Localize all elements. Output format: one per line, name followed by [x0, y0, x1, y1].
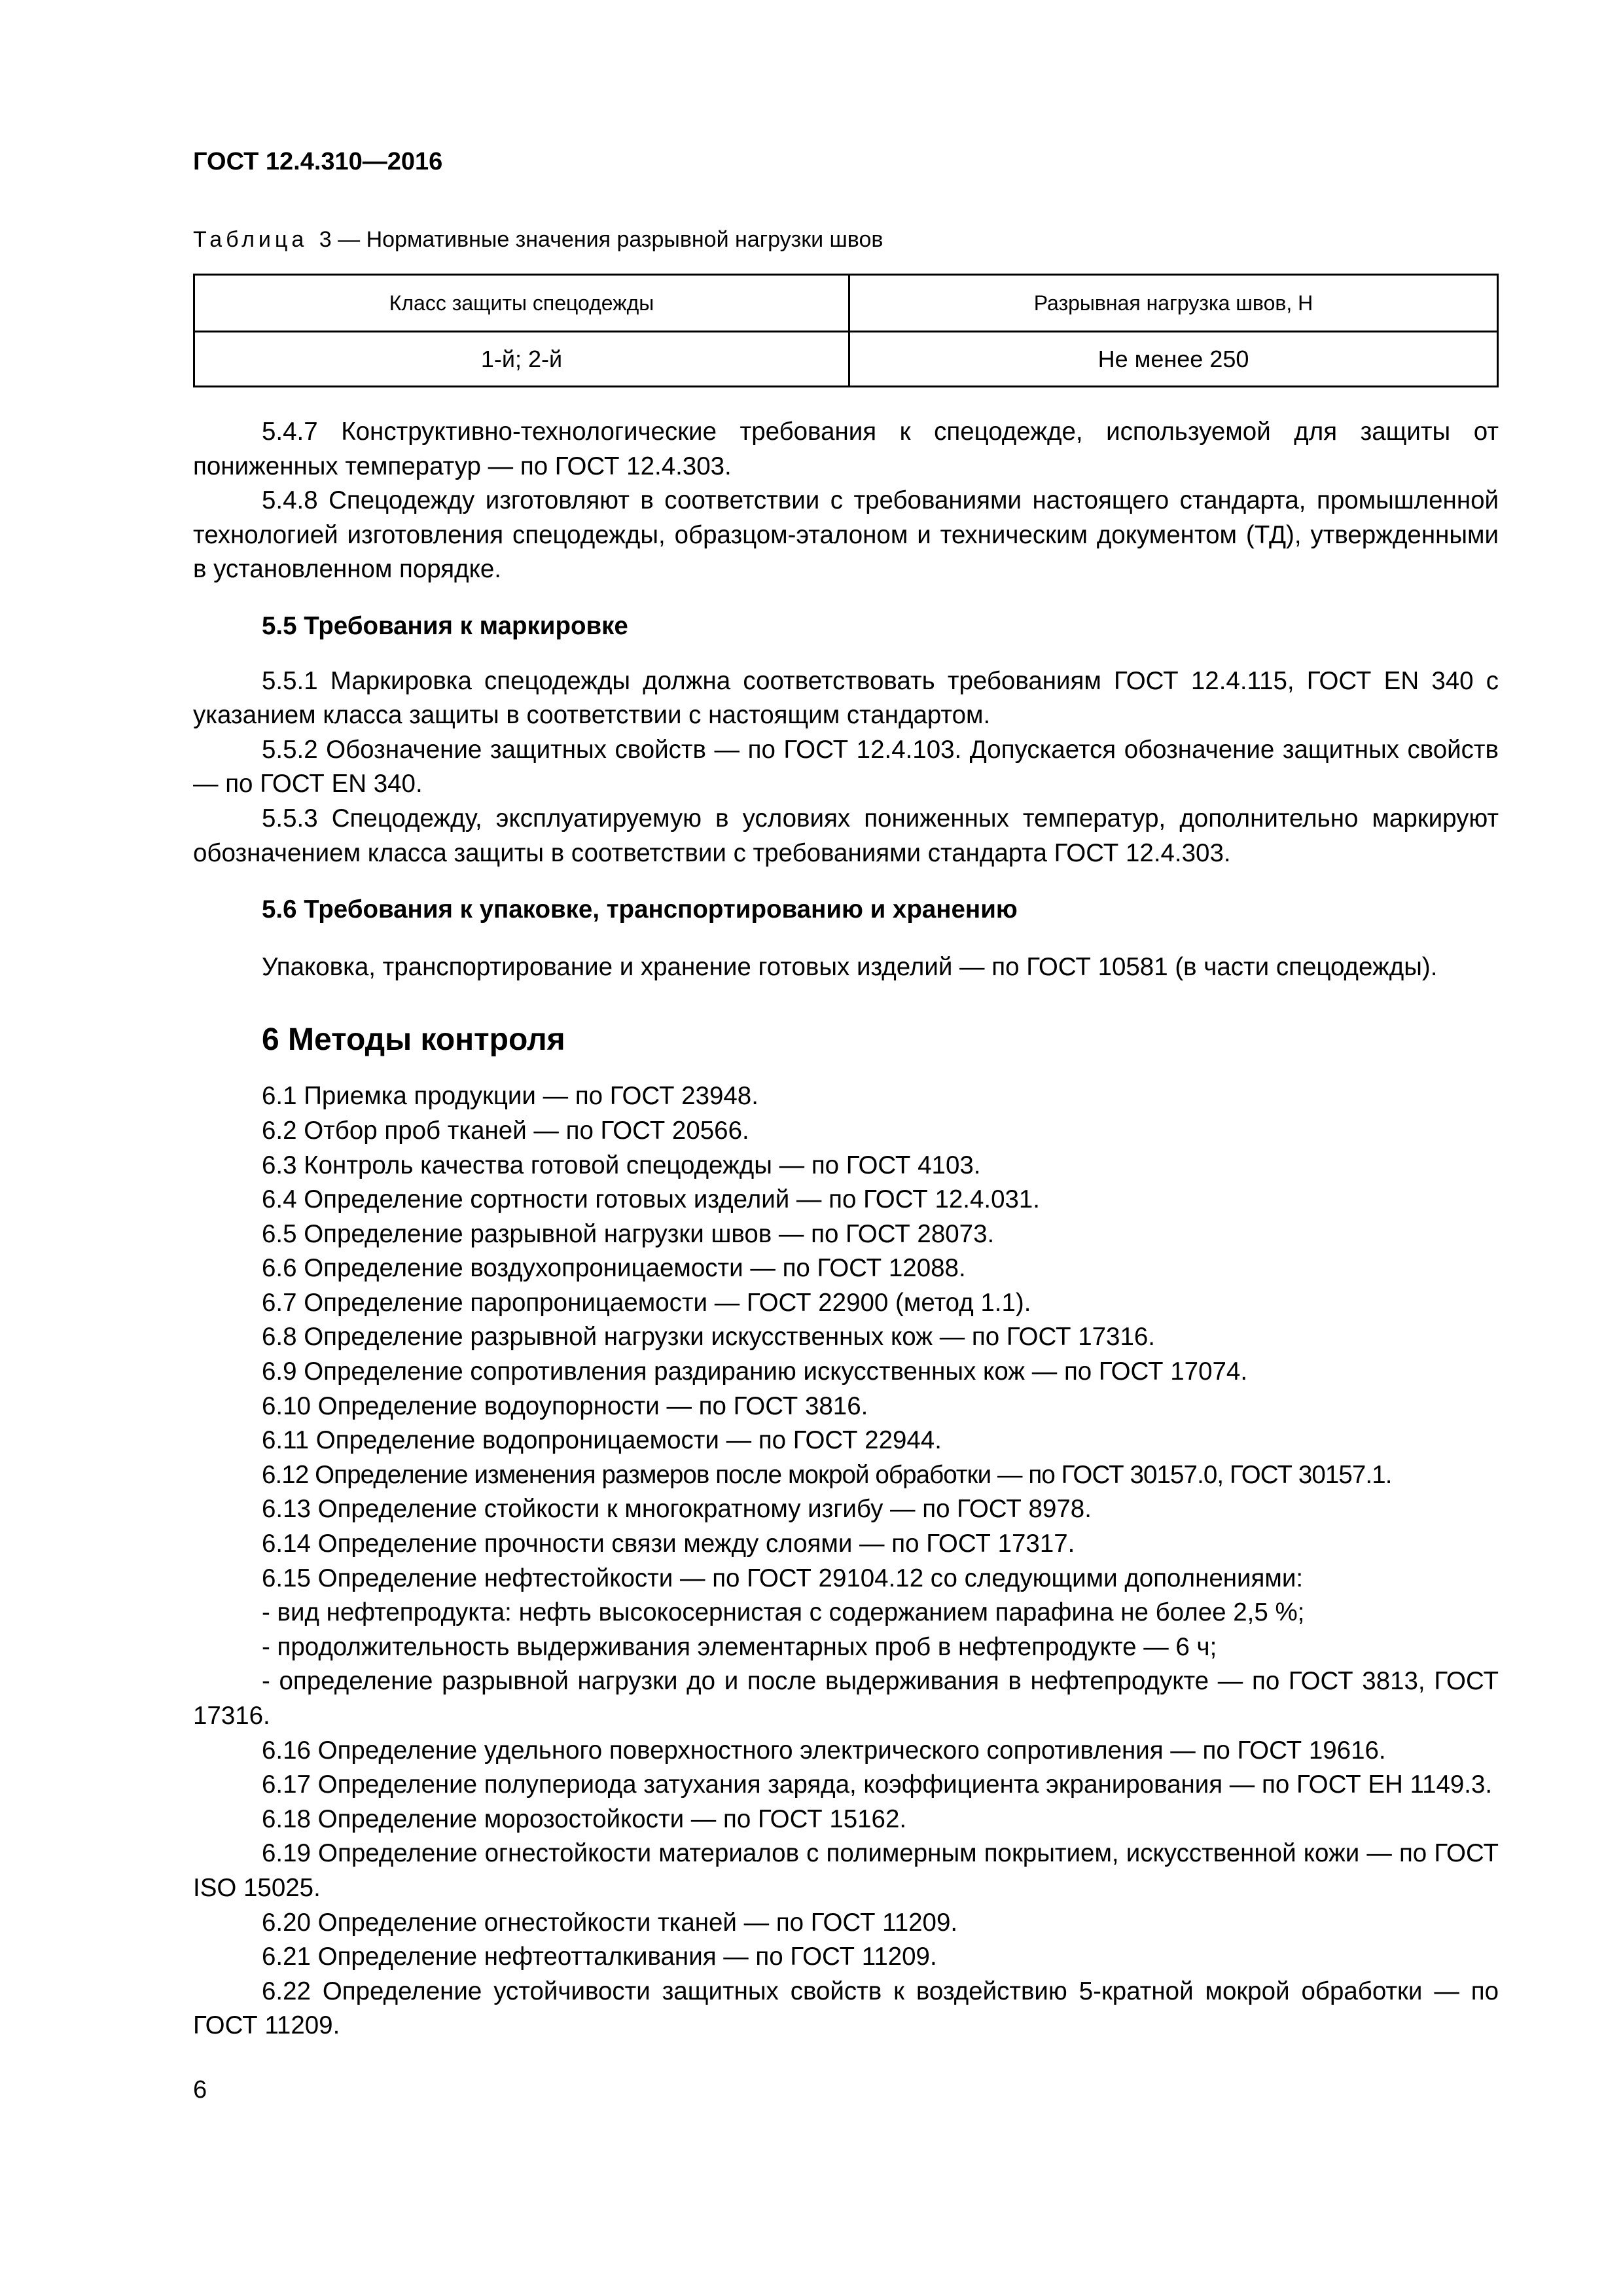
- method-item: 6.11 Определение водопроницаемости — по ГОСТ 22944.: [262, 1426, 942, 1455]
- table-row: [194, 332, 1498, 387]
- paragraph-5-5-1: 5.5.1 Маркировка спецодежды должна соответствовать требованиям ГОСТ 12.4.115, ГОСТ EN 340 с указанием класса защиты в соответствии с настоящим стандартом.: [193, 666, 1499, 730]
- method-item: 6.6 Определение воздухопроницаемости — по ГОСТ 12088.: [262, 1254, 966, 1283]
- seam-load-table: [193, 274, 1499, 387]
- table-header-row: [194, 275, 1498, 332]
- table-cell: Не менее 250: [849, 332, 1498, 387]
- method-subitem: - продолжительность выдерживания элементарных проб в нефтепродукте — 6 ч;: [262, 1632, 1217, 1661]
- method-item: 6.12 Определение изменения размеров после мокрой обработки — по ГОСТ 30157.0, ГОСТ 30157.1.: [262, 1460, 1392, 1489]
- method-item: 6.4 Определение сортности готовых изделий — по ГОСТ 12.4.031.: [262, 1185, 1041, 1214]
- table-header-cell: Разрывная нагрузка швов, Н: [849, 275, 1498, 332]
- method-item: 6.20 Определение огнестойкости тканей — по ГОСТ 11209.: [262, 1908, 958, 1937]
- subsection-heading-5-5: 5.5 Требования к маркировке: [262, 611, 628, 640]
- method-item: 6.1 Приемка продукции — по ГОСТ 23948.: [262, 1082, 758, 1111]
- subsection-heading-5-6: 5.6 Требования к упаковке, транспортированию и хранению: [262, 895, 1018, 924]
- method-item: 6.17 Определение полупериода затухания заряда, коэффициента экранирования — по ГОСТ ЕН 1149.3.: [262, 1770, 1493, 1799]
- method-item: 6.13 Определение стойкости к многократному изгибу — по ГОСТ 8978.: [262, 1495, 1092, 1524]
- method-subitem: - вид нефтепродукта: нефть высокосернистая с содержанием парафина не более 2,5 %;: [262, 1598, 1305, 1627]
- method-item: 6.9 Определение сопротивления раздиранию искусственных кож — по ГОСТ 17074.: [262, 1357, 1248, 1386]
- paragraph-5-5-2: 5.5.2 Обозначение защитных свойств — по ГОСТ 12.4.103. Допускается обозначение защитных свойств — по ГОСТ EN 340.: [193, 735, 1499, 798]
- method-item: 6.5 Определение разрывной нагрузки швов — по ГОСТ 28073.: [262, 1219, 995, 1248]
- paragraph-5-5-3: 5.5.3 Спецодежду, эксплуатируемую в условиях пониженных температур, дополнительно маркируют обозначением класса защиты в соответствии с требованиями стандарта ГОСТ 12.4.303.: [193, 804, 1499, 867]
- method-item: 6.3 Контроль качества готовой спецодежды — по ГОСТ 4103.: [262, 1151, 981, 1179]
- method-item: 6.8 Определение разрывной нагрузки искусственных кож — по ГОСТ 17316.: [262, 1323, 1155, 1352]
- document-body: [193, 415, 1499, 2043]
- method-item: 6.14 Определение прочности связи между слоями — по ГОСТ 17317.: [262, 1530, 1075, 1558]
- method-item: 6.19 Определение огнестойкости материалов с полимерным покрытием, искусственной кожи — по ГОСТ ISO 15025.: [193, 1839, 1499, 1902]
- paragraph-5-4-8: 5.4.8 Спецодежду изготовляют в соответствии с требованиями настоящего стандарта, промышленной технологией изготовления спецодежды, образцом-эталоном и техническим документом (ТД), утвержденными в установленном порядке.: [193, 486, 1499, 584]
- method-item: 6.18 Определение морозостойкости — по ГОСТ 15162.: [262, 1804, 907, 1833]
- paragraph-5-4-7: 5.4.7 Конструктивно-технологические требования к спецодежде, используемой для защиты от пониженных температур — по ГОСТ 12.4.303.: [193, 418, 1499, 480]
- method-item: 6.10 Определение водоупорности — по ГОСТ 3816.: [262, 1391, 868, 1420]
- table-header-cell: Класс защиты спецодежды: [194, 275, 849, 332]
- document-header: ГОСТ 12.4.310—2016: [193, 148, 443, 175]
- method-item: 6.16 Определение удельного поверхностного электрического сопротивления — по ГОСТ 19616.: [262, 1736, 1386, 1765]
- table-caption-label: Таблица: [193, 227, 308, 252]
- section-heading-6: 6 Методы контроля: [262, 1022, 565, 1058]
- page-number: 6: [193, 2076, 207, 2104]
- method-item: 6.2 Отбор проб тканей — по ГОСТ 20566.: [262, 1116, 749, 1145]
- method-item: 6.15 Определение нефтестойкости — по ГОСТ 29104.12 со следующими дополнениями:: [262, 1564, 1304, 1592]
- paragraph-5-6: Упаковка, транспортирование и хранение готовых изделий — по ГОСТ 10581 (в части спецодежды).: [262, 952, 1438, 981]
- method-subitem: - определение разрывной нагрузки до и после выдерживания в нефтепродукте — по ГОСТ 3813, ГОСТ 17316.: [193, 1667, 1499, 1730]
- table-caption-text: 3 — Нормативные значения разрывной нагрузки швов: [319, 227, 883, 252]
- method-item: 6.21 Определение нефтеотталкивания — по ГОСТ 11209.: [262, 1943, 937, 1971]
- method-item: 6.22 Определение устойчивости защитных свойств к воздействию 5-кратной мокрой обработки — по ГОСТ 11209.: [193, 1977, 1499, 2040]
- method-item: 6.7 Определение паропроницаемости — ГОСТ 22900 (метод 1.1).: [262, 1288, 1031, 1317]
- table-cell: 1-й; 2-й: [194, 332, 849, 387]
- table-caption: [193, 227, 883, 253]
